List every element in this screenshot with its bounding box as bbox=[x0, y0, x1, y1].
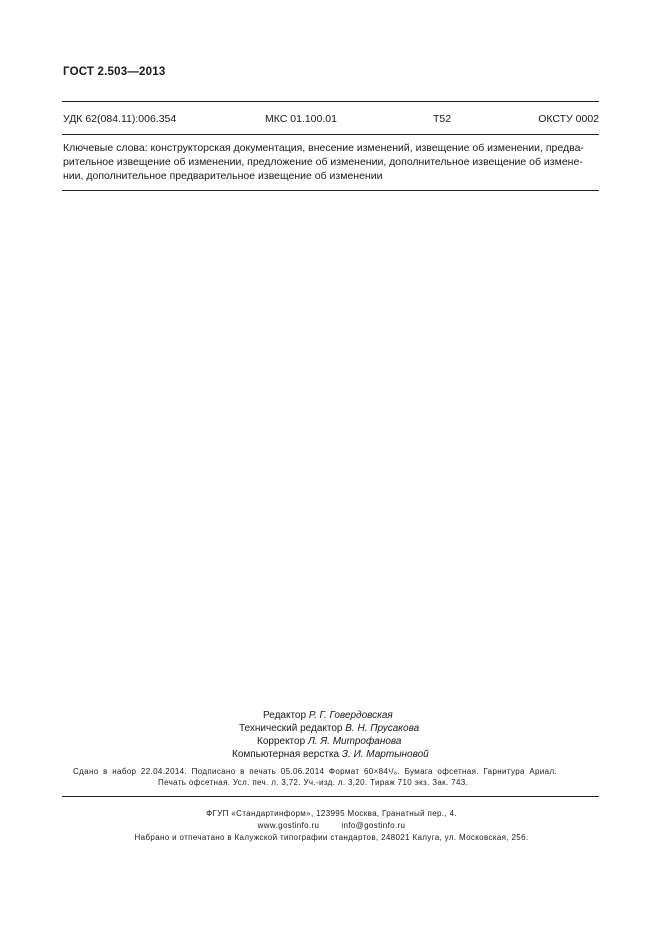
printer-info: Набрано и отпечатано в Калужской типографии стандартов, 248021 Калуга, ул. Московская, 256. bbox=[134, 833, 529, 842]
layout-name: З. И. Мартыновой bbox=[341, 749, 429, 760]
publisher-contacts bbox=[63, 820, 600, 832]
keywords-line: рительное извещение об изменении, предложение об изменении, дополнительное извещение об измене- bbox=[63, 156, 583, 168]
layout-line bbox=[200, 748, 460, 761]
okstu-code: ОКСТУ 0002 bbox=[538, 113, 599, 125]
top-divider bbox=[62, 101, 599, 102]
editor-name: Р. Г. Говердовская bbox=[308, 710, 393, 721]
layout-label: Компьютерная верстка bbox=[232, 749, 340, 760]
corrector-line bbox=[200, 735, 460, 748]
editor-label: Редактор bbox=[263, 710, 307, 721]
udk-code: УДК 62(084.11):006.354 bbox=[63, 113, 177, 125]
tech-editor-name: В. Н. Прусакова bbox=[345, 723, 420, 734]
printing-details bbox=[63, 766, 600, 788]
tech-editor-label: Технический редактор bbox=[239, 723, 343, 734]
publisher-block bbox=[63, 808, 600, 844]
publisher-website: www.gostinfo.ru bbox=[257, 821, 320, 830]
middle-divider bbox=[62, 134, 599, 135]
editorial-staff bbox=[200, 709, 460, 761]
printing-line: Печать офсетная. Усл. печ. л. 3,72. Уч.-изд. л. 3,20. Тираж 710 экз. Зак. 743. bbox=[158, 778, 469, 787]
publisher-address: ФГУП «Стандартинформ», 123995 Москва, Гранатный пер., 4. bbox=[206, 809, 457, 818]
group-code: Т52 bbox=[433, 113, 452, 125]
tech-editor-line bbox=[200, 722, 460, 735]
standard-number: ГОСТ 2.503—2013 bbox=[63, 66, 166, 78]
keywords-divider bbox=[62, 190, 599, 191]
editor-line bbox=[200, 709, 460, 722]
classification-row bbox=[63, 113, 599, 127]
bottom-divider bbox=[62, 796, 599, 797]
mks-code: МКС 01.100.01 bbox=[265, 113, 337, 125]
corrector-label: Корректор bbox=[257, 736, 306, 747]
keywords-line: Ключевые слова: конструкторская документация, внесение изменений, извещение об изменении, предва- bbox=[63, 142, 584, 154]
keywords-block bbox=[63, 141, 599, 183]
publisher-email: info@gostinfo.ru bbox=[341, 821, 406, 830]
keywords-line: нии, дополнительное предварительное извещение об изменении bbox=[63, 170, 383, 182]
corrector-name: Л. Я. Митрофанова bbox=[307, 736, 402, 747]
printing-line: Сдано в набор 22.04.2014. Подписано в печать 05.06.2014 Формат 60×84¹/₈. Бумага офсетная. Гарнитура Ариал. bbox=[73, 767, 558, 776]
